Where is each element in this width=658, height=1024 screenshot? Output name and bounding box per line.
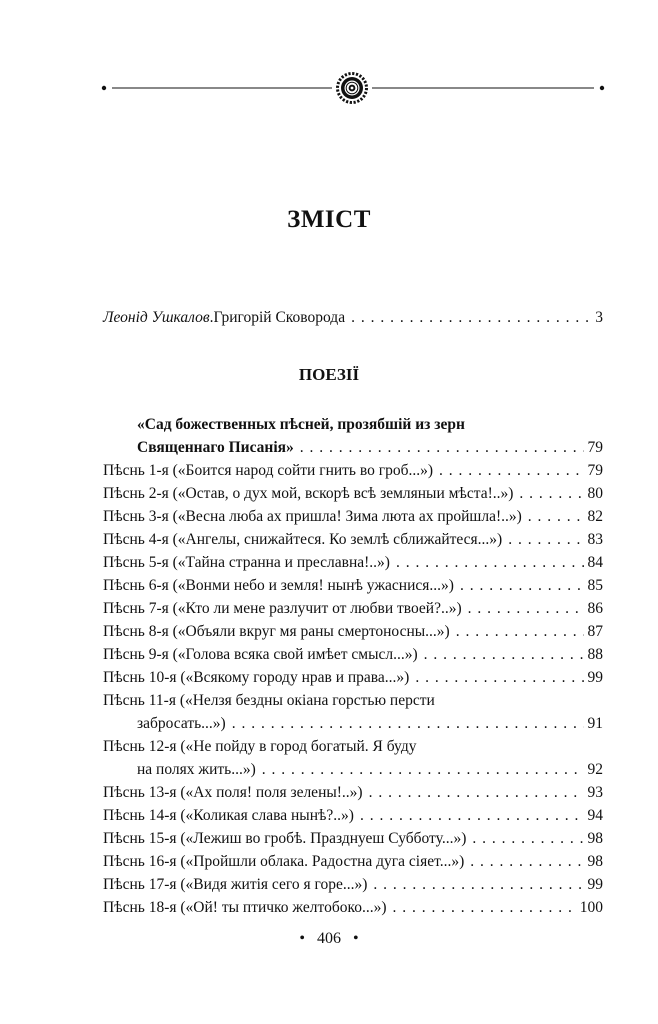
footer-bullet-left: • [299,930,305,947]
toc-entry-page-number: 100 [579,899,603,916]
toc-entry-page-number: 80 [587,485,603,502]
toc-entry-page-number: 88 [587,646,603,663]
dot-leader [470,850,583,873]
page-footer [0,930,658,948]
toc-entry [103,850,603,873]
section-heading: ПОЕЗІЇ [298,365,360,384]
toc-entry-title: «Сад божественных пѣсней, прозябшій из зерн [137,416,465,433]
toc-entry [103,712,603,735]
toc-entry [103,436,603,459]
toc-list [103,413,603,919]
toc-entry [103,551,603,574]
toc-entry-title: Пѣснь 4-я («Ангелы, снижайтеся. Ко землѣ сближайтеся...») [103,531,503,548]
toc-entry [103,827,603,850]
dot-leader [456,620,584,643]
dot-leader [439,459,584,482]
toc-entry [103,735,603,758]
toc-entry-title: Пѣснь 15-я («Лежиш во гробѣ. Празднуеш Субботу...») [103,830,467,847]
toc-entry-title: Пѣснь 2-я («Остав, о дух мой, вскорѣ всѣ земляныи мѣста!..») [103,485,514,502]
toc-entry [103,528,603,551]
toc-entry-page-number: 85 [587,577,603,594]
toc-entry-page-number: 91 [587,715,603,732]
dot-leader [472,827,583,850]
toc-entry-page-number: 93 [587,784,603,801]
header-ornament [0,72,658,104]
toc-entry [103,413,603,436]
toc-entry [103,482,603,505]
toc-entry-title: Пѣснь 10-я («Всякому городу нрав и права...») [103,669,410,686]
toc-entry-title: Пѣснь 18-я («Ой! ты птичко желтобоко...») [103,899,387,916]
toc-entry-page-number: 94 [587,807,603,824]
dot-leader [351,309,591,327]
toc-entry-page-number: 98 [587,853,603,870]
toc-intro-entry [103,309,603,327]
toc-entry-title: Пѣснь 11-я («Нелзя бездны окіана горстью персти [103,692,435,709]
ornament-right-dot [600,86,604,90]
toc-entry-page-number: 92 [587,761,603,778]
toc-entry-page-number: 79 [587,462,603,479]
toc-entry-title: Пѣснь 17-я («Видя житія сего я горе...») [103,876,368,893]
toc-entry-title: Пѣснь 3-я («Весна люба ах пришла! Зима люта ах пройшла!..») [103,508,522,525]
dot-leader [373,873,583,896]
toc-entry-title: Пѣснь 16-я («Пройшли облака. Радостна дуга сіяет...») [103,853,465,870]
sun-flower-icon [338,74,367,103]
toc-entry-page-number: 83 [587,531,603,548]
toc-entry [103,896,603,919]
toc-entry-page-number: 86 [587,600,603,617]
toc-entry-page-number: 79 [587,439,603,456]
dot-leader [360,804,584,827]
toc-entry [103,689,603,712]
toc-entry-page-number: 99 [587,669,603,686]
dot-leader [528,505,584,528]
toc-entry-page-number: 82 [587,508,603,525]
dot-leader [460,574,584,597]
toc-entry-title: Пѣснь 7-я («Кто ли мене разлучит от любви твоей?..») [103,600,462,617]
dot-leader [508,528,583,551]
toc-entry [103,643,603,666]
page-number: 406 [317,930,341,947]
page-title: ЗМІСТ [287,206,371,233]
toc-entry [103,873,603,896]
toc-entry-page-number: 84 [587,554,603,571]
toc-entry-title: Пѣснь 6-я («Вонми небо и земля! нынѣ ужаснися...») [103,577,454,594]
toc-entry-title: забросать...») [137,715,226,732]
intro-separator: . [209,309,214,326]
toc-entry-title: Пѣснь 5-я («Тайна странна и преславна!..») [103,554,390,571]
toc-entry-title: Пѣснь 1-я («Боится народ сойти гнить во гроб...») [103,462,433,479]
dot-leader [369,781,584,804]
toc-entry [103,505,603,528]
toc-entry-title: Пѣснь 8-я («Объяли вкруг мя раны смертоносны...») [103,623,450,640]
toc-entry-page-number: 98 [587,830,603,847]
dot-leader [424,643,584,666]
dot-leader [232,712,584,735]
intro-page-number: 3 [595,309,603,326]
toc-entry [103,574,603,597]
toc-entry [103,459,603,482]
ornament-left-dot [102,86,106,90]
toc-entry [103,781,603,804]
toc-entry-page-number: 87 [587,623,603,640]
toc-entry-title: Пѣснь 13-я («Ах поля! поля зелены!..») [103,784,363,801]
toc-entry [103,758,603,781]
dot-leader [262,758,584,781]
toc-entry [103,804,603,827]
toc-entry-page-number: 99 [587,876,603,893]
intro-author: Леонід Ушкалов [103,309,210,326]
dot-leader [393,896,576,919]
toc-entry-title: Пѣснь 9-я («Голова всяка свой имѣет смысл...») [103,646,418,663]
toc-entry-title: Священнаго Писанія» [137,439,294,456]
footer-bullet-right: • [353,930,359,947]
toc-entry-title: Пѣснь 12-я («Не пойду в город богатый. Я буду [103,738,417,755]
toc-entry-title: на полях жить...») [137,761,256,778]
dot-leader [396,551,584,574]
intro-title: Григорій Сковорода [213,309,346,326]
dot-leader [300,436,584,459]
dot-leader [415,666,583,689]
toc-entry [103,666,603,689]
dot-leader [519,482,583,505]
toc-entry [103,620,603,643]
toc-entry-title: Пѣснь 14-я («Коликая слава нынѣ?..») [103,807,354,824]
toc-entry [103,597,603,620]
dot-leader [468,597,584,620]
